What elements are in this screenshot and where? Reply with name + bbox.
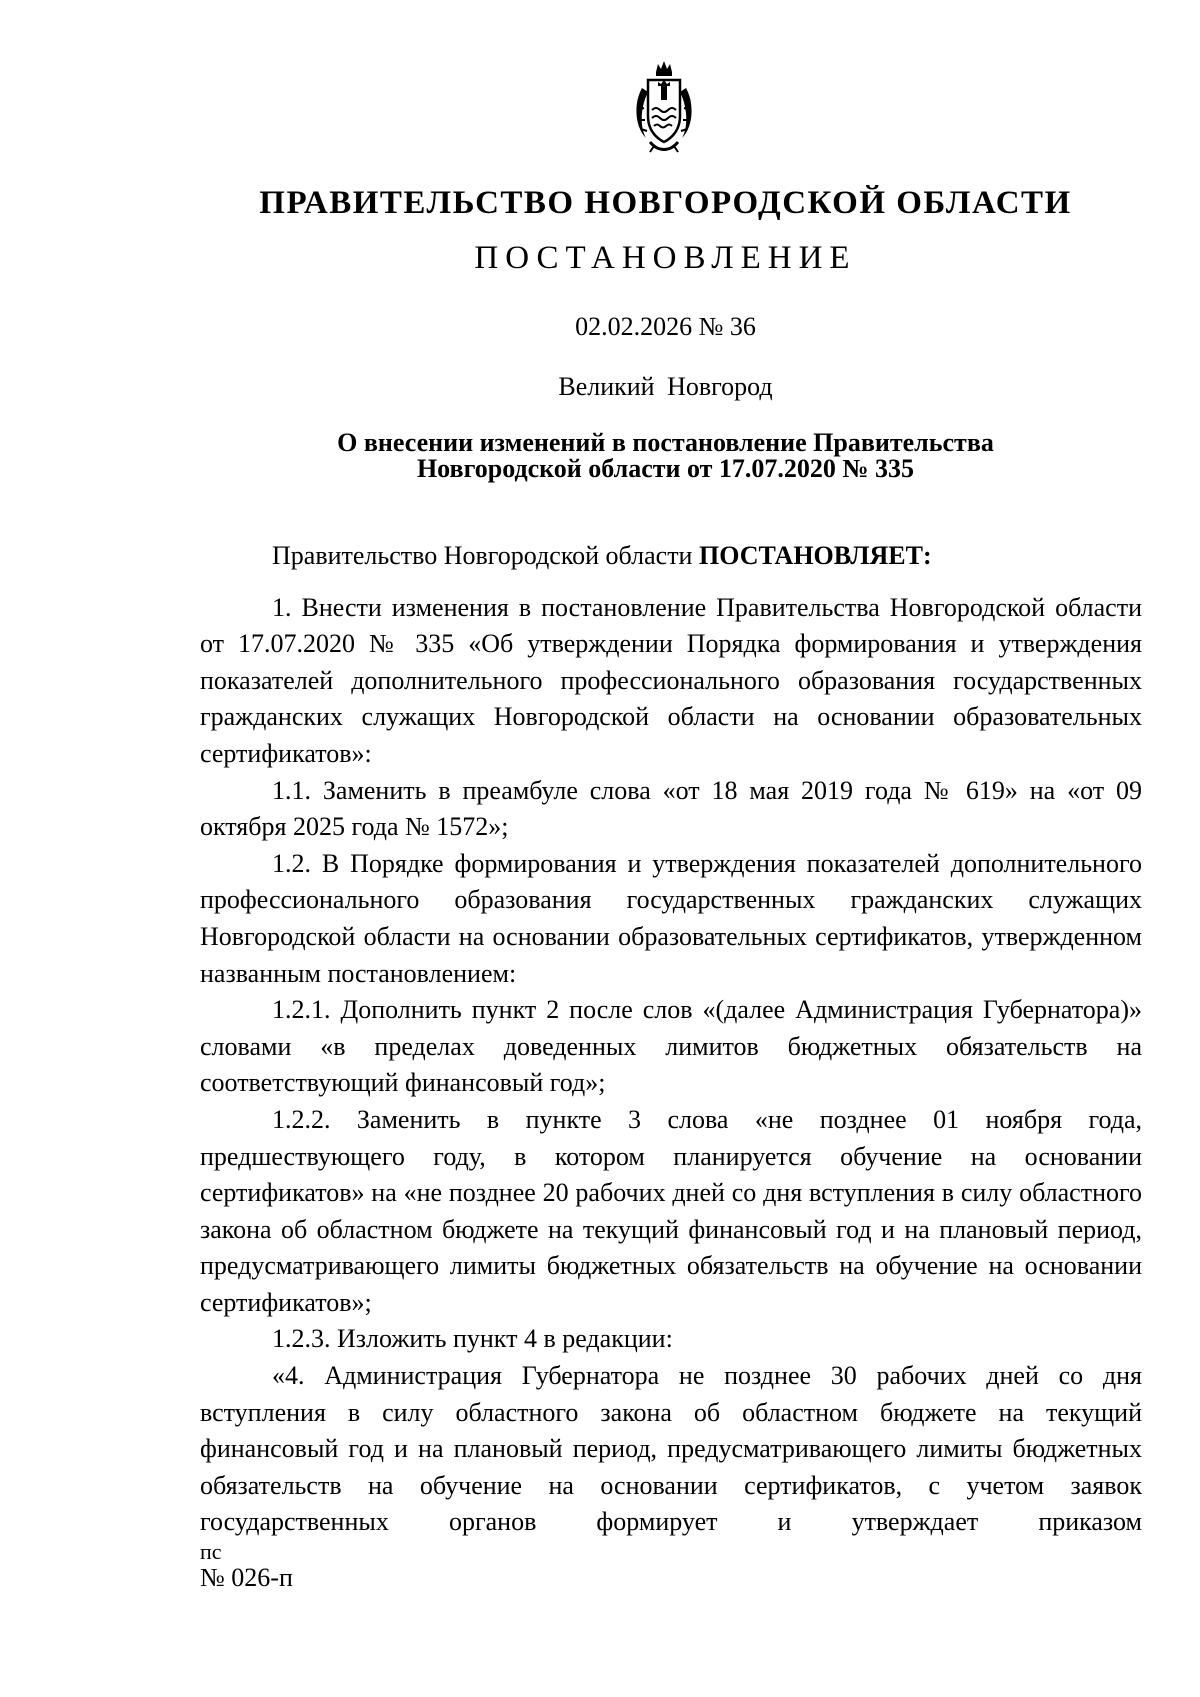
resolve-prefix: Правительство Новгородской области: [272, 541, 699, 570]
footer-number: № 026-п: [200, 1563, 293, 1592]
paragraph-quoted-4: «4. Администрация Губернатора не позднее 30 рабочих дней со дня вступления в силу областного закона об областном бюджете на текущий финансовый год и на плановый период, предусматривающего лимиты бюджетных обязательств на обучение на основании сертификатов, с учетом заявок государственных органов формирует и утверждает приказом: [200, 1361, 1142, 1537]
document-type: ПОСТАНОВЛЕНИЕ: [474, 240, 857, 276]
city: Великий Новгород: [558, 372, 773, 401]
paragraph-1: 1. Внести изменения в постановление Правительства Новгородской области от 17.07.2020 № 335 «Об утверждении Порядка формирования и утверждения показателей дополнительного профессионального образования государственных гражданских служащих Новгородской области на основании образовательных сертификатов»:: [200, 592, 1142, 768]
document-body: [200, 538, 1142, 1541]
document-footer: [200, 1540, 293, 1592]
subject-line-1: О внесении изменений в постановление Правительства: [337, 428, 994, 457]
subject-line-2: Новгородской области от 17.07.2020 № 335: [416, 454, 915, 483]
document-subject: [0, 430, 1200, 482]
paragraph-1-1: 1.1. Заменить в преамбуле слова «от 18 мая 2019 года № 619» на «от 09 октября 2025 года № 1572»;: [200, 775, 1142, 842]
resolve-keyword: ПОСТАНОВЛЯЕТ:: [698, 541, 932, 570]
paragraph-1-2-2: 1.2.2. Заменить в пункте 3 слова «не позднее 01 ноября года, предшествующего году, в котором планируется обучение на основании сертификатов» на «не позднее 20 рабочих дней со дня вступления в силу областного закона об областном бюджете на текущий финансовый год и на плановый период, предусматривающего лимиты бюджетных обязательств на обучение на основании сертификатов»;: [200, 1104, 1142, 1317]
coat-of-arms-emblem: [628, 58, 700, 158]
paragraph-1-2-3: 1.2.3. Изложить пункт 4 в редакции:: [272, 1324, 673, 1354]
paragraph-1-2-1: 1.2.1. Дополнить пункт 2 после слов «(далее Администрация Губернатора)» словами «в пределах доведенных лимитов бюджетных обязательств на соответствующий финансовый год»;: [200, 995, 1142, 1098]
resolve-statement: [200, 538, 1142, 575]
date-and-number: 02.02.2026 № 36: [575, 312, 756, 341]
organization-title: ПРАВИТЕЛЬСТВО НОВГОРОДСКОЙ ОБЛАСТИ: [259, 185, 1072, 221]
footer-initials: пс: [200, 1539, 222, 1564]
paragraph-1-2: 1.2. В Порядке формирования и утверждения показателей дополнительного профессионального образования государственных гражданских служащих Новгородской области на основании образовательных сертификатов, утвержденном названным постановлением:: [200, 848, 1142, 988]
